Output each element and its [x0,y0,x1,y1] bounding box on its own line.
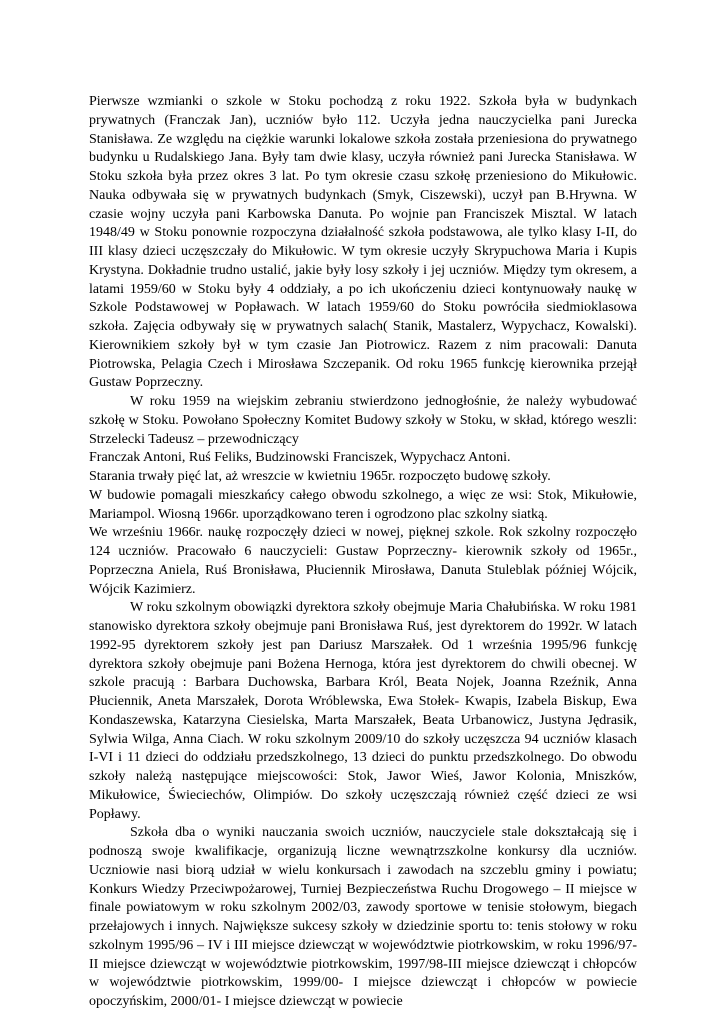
paragraph-construction-help: W budowie pomagali mieszkańcy całego obwodu szkolnego, a więc ze wsi: Stok, Mikułowie, Mariampol. Wiosną 1966r. uporządkowano teren i ogrodzono plac szkolny siatką. [89,487,637,522]
paragraph-directors: W roku szkolnym obowiązki dyrektora szkoły obejmuje Maria Chałubińska. W roku 1981 stanowisko dyrektora szkoły obejmuje pani Bronisława Ruś, jest dyrektorem do 1992r. W latach 1992-95 dyrektorem szkoły jest pan Dariusz Marszałek. Od 1 września 1995/96 funkcję dyrektora szkoły obejmuje pani Bożena Hernoga, która jest dyrektorem do chwili obecnej. W szkole pracują : Barbara Duchowska, Barbara Król, Beata Nojek, Joanna Rzeźnik, Anna Płuciennik, Aneta Marszałek, Dorota Wróblewska, Ewa Stołek- Kwapis, Izabela Biskup, Ewa Kondaszewska, Katarzyna Ciesielska, Marta Marszałek, Beata Urbanowicz, Justyna Jędrasik, Sylwia Wilga, Anna Ciach. W roku szkolnym 2009/10 do szkoły uczęszcza 94 uczniów klasach I-VI i 11 dzieci do oddziału przedszkolnego, 13 dzieci do punktu przedszkolnego. Do obwodu szkoły należą następujące miejscowości: Stok, Jawor Wieś, Jawor Kolonia, Mniszków, Mikułowice, Świeciechów, Olimpiów. Do szkoły uczęszczają również część dzieci ze wsi Popławy. [89,600,637,822]
paragraph-committee-members: Franczak Antoni, Ruś Feliks, Budzinowski Franciszek, Wypychacz Antoni. [89,450,511,466]
document-body [89,93,637,1012]
paragraph-history-origins: Pierwsze wzmianki o szkole w Stoku pochodzą z roku 1922. Szkoła była w budynkach prywatnych (Franczak Jan), uczniów było 112. Uczyła jedna nauczycielka pani Jurecka Stanisława. Ze względu na ciężkie warunki lokalowe szkoła została przeniesiona do prywatnego budynku u Rudalskiego Jana. Były tam dwie klasy, uczyła również pani Jurecka Stanisława. W Stoku szkoła była przez okres 3 lat. Po tym okresie czasu szkołę przeniesiono do Mikułowic. Nauka odbywała się w prywatnych budynkach (Smyk, Ciszewski), uczył pan B.Hrywna. W czasie wojny uczyła pani Karbowska Danuta. Po wojnie pan Franciszek Misztal. W latach 1948/49 w Stoku ponownie rozpoczyna działalność szkoła podstawowa, ale tylko klasy I-II, do III klasy dzieci uczęszczały do Mikułowic. W tym okresie uczyły Skrypuchowa Maria i Kupis Krystyna. Dokładnie trudno ustalić, jakie były losy szkoły i jej uczniów. Między tym okresem, a latami 1959/60 w Stoku były 4 oddziały, a po ich ukończeniu dzieci kontynuowały naukę w Szkole Podstawowej w Popławach. W latach 1959/60 do Stoku powróciła siedmioklasowa szkoła. Zajęcia odbywały się w prywatnych salach( Stanik, Mastalerz, Wypychacz, Kowalski). Kierownikiem szkoły był w tym czasie Jan Piotrowicz. Razem z nim pracowali: Danuta Piotrowska, Pelagia Czech i Mirosława Szczepanik. Od roku 1965 funkcję kierownika przejął Gustaw Poprzeczny. [89,94,637,391]
paragraph-school-opening: We wrześniu 1966r. naukę rozpoczęły dzieci w nowej, pięknej szkole. Rok szkolny rozpoczęło 124 uczniów. Pracowało 6 nauczycieli: Gustaw Poprzeczny- kierownik szkoły od 1965r., Poprzeczna Aniela, Ruś Bronisława, Płuciennik Mirosława, Danuta Stuleblak później Wójcik, Wójcik Kazimierz. [89,525,637,597]
paragraph-construction-start: Starania trwały pięć lat, aż wreszcie w kwietniu 1965r. rozpoczęto budowę szkoły. [89,469,551,484]
paragraph-achievements: Szkoła dba o wyniki nauczania swoich uczniów, nauczyciele stale dokształcają się i podnoszą swoje kwalifikacje, organizują liczne wewnątrzszkolne konkursy dla uczniów. Uczniowie nasi biorą udział w wielu konkursach i zawodach na szczeblu gminy i powiatu; Konkurs Wiedzy Przeciwpożarowej, Turniej Bezpieczeństwa Ruchu Drogowego – II miejsce w finale powiatowym w roku szkolnym 2002/03, zawody sportowe w tenisie stołowym, biegach przełajowych i innych. Największe sukcesy szkoły w dziedzinie sportu to: tenis stołowy w roku szkolnym 1995/96 – IV i III miejsce dziewcząt w województwie piotrkowskim, w roku 1996/97- II miejsce dziewcząt w województwie piotrkowskim, 1997/98-III miejsce dziewcząt i chłopców w województwie piotrkowskim, 1999/00- I miejsce dziewcząt i chłopców w powiecie opoczyńskim, 2000/01- I miejsce dziewcząt w powiecie [89,825,637,1009]
paragraph-building-committee: W roku 1959 na wiejskim zebraniu stwierdzono jednogłośnie, że należy wybudować szkołę w Stoku. Powołano Społeczny Komitet Budowy szkoły w Stoku, w skład, którego weszli: Strzelecki Tadeusz – przewodniczący [89,394,637,447]
